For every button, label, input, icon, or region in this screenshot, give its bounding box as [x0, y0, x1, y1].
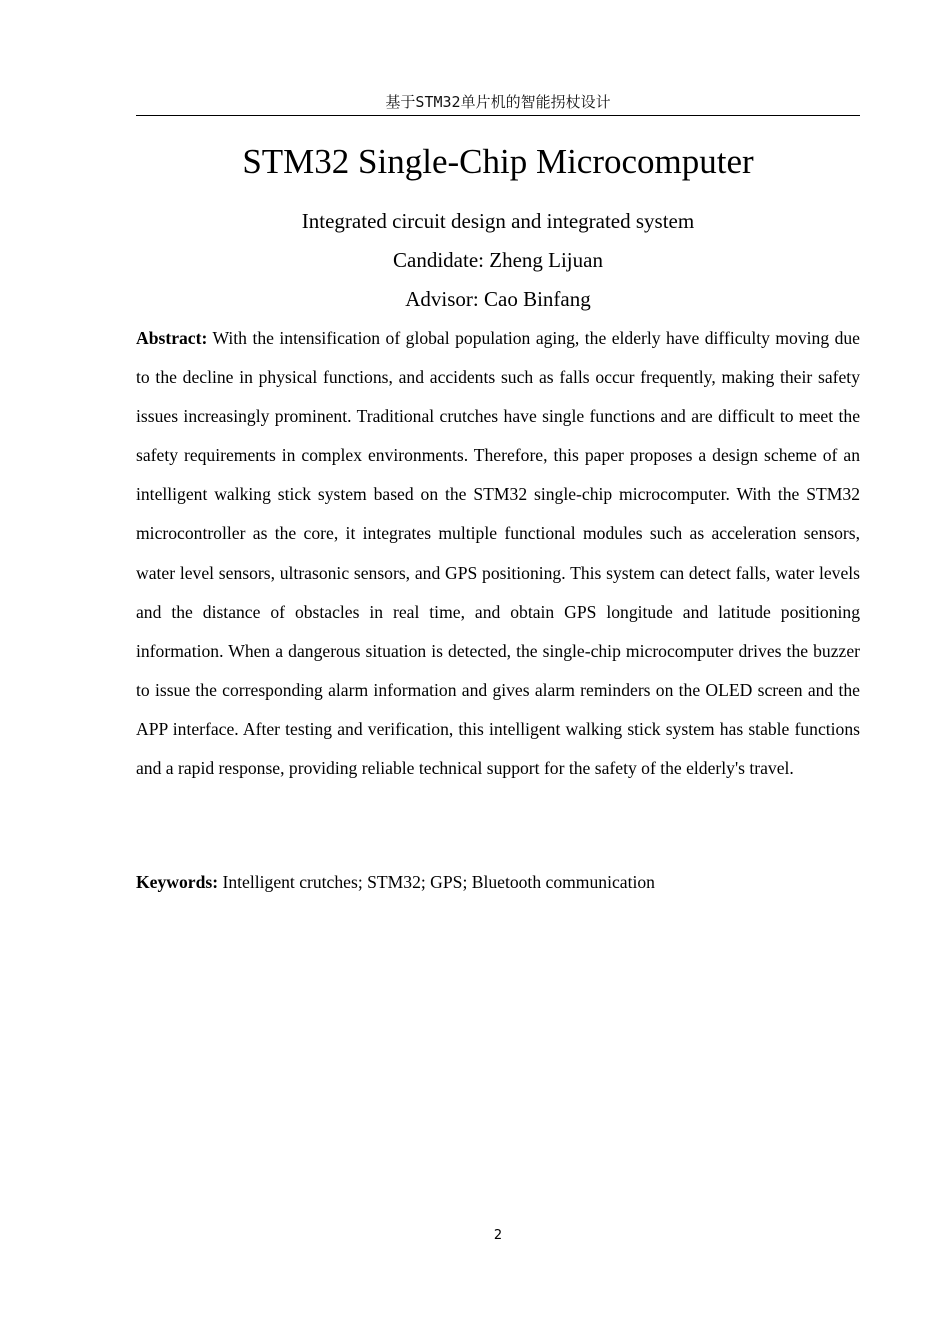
- advisor-line: Advisor: Cao Binfang: [405, 287, 591, 311]
- paper-title: STM32 Single-Chip Microcomputer: [242, 142, 754, 181]
- keywords-text: Intelligent crutches; STM32; GPS; Bluetooth communication: [222, 872, 655, 892]
- running-header: 基于STM32单片机的智能拐杖设计: [136, 91, 860, 116]
- candidate-line: Candidate: Zheng Lijuan: [393, 248, 603, 272]
- paper-subtitle: Integrated circuit design and integrated system: [301, 209, 695, 233]
- abstract-paragraph: [136, 319, 860, 788]
- abstract-label: Abstract:: [136, 328, 208, 348]
- keywords-label: Keywords:: [136, 872, 219, 892]
- page-number: 2: [493, 1228, 503, 1243]
- keywords-paragraph: [136, 867, 860, 897]
- abstract-text: With the intensification of global population aging, the elderly have difficulty moving due to the decline in physical functions, and accidents such as falls occur frequently, making their safety issues increasingly prominent. Traditional crutches have single functions and are difficult to meet the safety requirements in complex environments. Therefore, this paper proposes a design scheme of an intelligent walking stick system based on the STM32 single-chip microcomputer. With the STM32 microcontroller as the core, it integrates multiple functional modules such as acceleration sensors, water level sensors, ultrasonic sensors, and GPS positioning. This system can detect falls, water levels and the distance of obstacles in real time, and obtain GPS longitude and latitude positioning information. When a dangerous situation is detected, the single-chip microcomputer drives the buzzer to issue the corresponding alarm information and gives alarm reminders on the OLED screen and the APP interface. After testing and verification, this intelligent walking stick system has stable functions and a rapid response, providing reliable technical support for the safety of the elderly's travel.: [136, 328, 860, 779]
